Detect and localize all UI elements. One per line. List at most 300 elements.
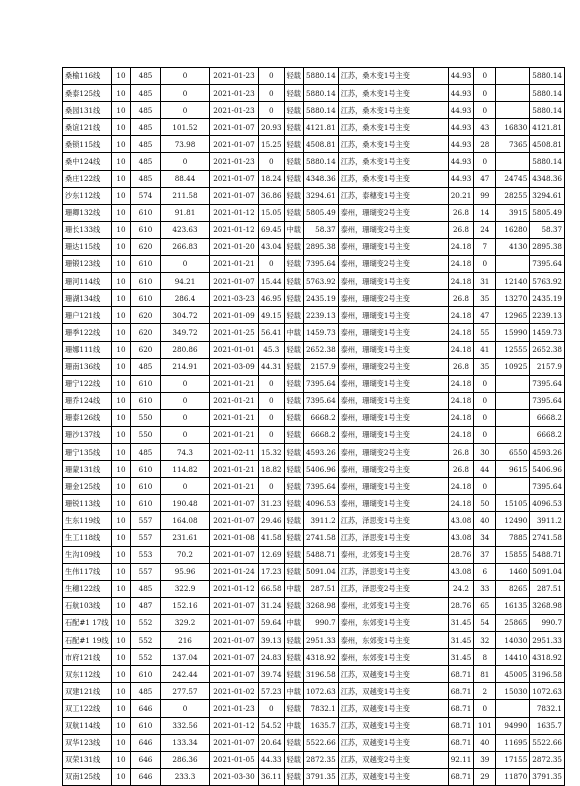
voltage-cell: 10 [112, 649, 131, 666]
available-capacity-cell: 3911.2 [530, 512, 565, 529]
table-row [63, 307, 565, 324]
available-capacity-cell: 3294.61 [530, 187, 565, 204]
load-rate-cell: 44.31 [259, 358, 285, 375]
line-name-cell: 双荣131线 [63, 751, 112, 768]
substation-transformer-cell: 江苏，双越变1号主变 [338, 734, 448, 751]
user-count-cell: 0 [474, 256, 496, 273]
capacity-cell: 620 [131, 341, 161, 358]
transformer-rate-cell: 43.08 [448, 512, 474, 529]
line-name-cell: 珊卿132线 [63, 204, 112, 221]
transformer-rate-cell: 24.18 [448, 273, 474, 290]
load-rate-cell: 0 [259, 256, 285, 273]
substation-transformer-cell: 泰州，东郊变1号主变 [338, 615, 448, 632]
substation-transformer-cell: 江苏，桑木变1号主变 [338, 119, 448, 136]
transformer-rate-cell: 44.93 [448, 68, 474, 85]
line-name-cell: 珊户121线 [63, 307, 112, 324]
table-row [63, 512, 565, 529]
capacity-cell: 487 [131, 597, 161, 614]
line-name-cell: 珊乔124线 [63, 392, 112, 409]
capacity-cell: 620 [131, 324, 161, 341]
transformer-rate-cell: 26.8 [448, 290, 474, 307]
transformer-rate-cell: 68.71 [448, 666, 474, 683]
substation-transformer-cell: 江苏，双越变1号主变 [338, 717, 448, 734]
date-cell: 2021-01-21 [210, 256, 259, 273]
date-cell: 2021-01-21 [210, 461, 259, 478]
user-capacity-cell: 16280 [496, 221, 530, 238]
capacity-cell: 485 [131, 580, 161, 597]
max-current-cell: 88.44 [161, 170, 210, 187]
available-capacity-cell: 5763.92 [530, 273, 565, 290]
user-capacity-cell: 15030 [496, 683, 530, 700]
date-cell: 2021-01-02 [210, 683, 259, 700]
user-capacity-cell [496, 478, 530, 495]
remaining-capacity-cell: 5522.66 [303, 734, 338, 751]
load-status-cell: 轻载 [284, 649, 303, 666]
load-status-cell: 轻载 [284, 734, 303, 751]
date-cell: 2021-01-07 [210, 136, 259, 153]
user-count-cell: 81 [474, 666, 496, 683]
transformer-rate-cell: 24.18 [448, 495, 474, 512]
line-name-cell: 珊泰126线 [63, 409, 112, 426]
load-status-cell: 中载 [284, 717, 303, 734]
user-capacity-cell: 12555 [496, 341, 530, 358]
user-capacity-cell [496, 85, 530, 102]
load-status-cell: 轻载 [284, 307, 303, 324]
date-cell: 2021-01-08 [210, 529, 259, 546]
max-current-cell: 95.96 [161, 563, 210, 580]
user-capacity-cell: 28255 [496, 187, 530, 204]
date-cell: 2021-01-05 [210, 751, 259, 768]
max-current-cell: 0 [161, 392, 210, 409]
user-count-cell: 55 [474, 324, 496, 341]
substation-transformer-cell: 江苏，双越变1号主变 [338, 768, 448, 785]
capacity-cell: 610 [131, 392, 161, 409]
max-current-cell: 0 [161, 375, 210, 392]
substation-transformer-cell: 江苏，双越变1号主变 [338, 700, 448, 717]
max-current-cell: 0 [161, 700, 210, 717]
user-capacity-cell [496, 392, 530, 409]
voltage-cell: 10 [112, 392, 131, 409]
load-rate-cell: 66.58 [259, 580, 285, 597]
max-current-cell: 0 [161, 478, 210, 495]
capacity-cell: 485 [131, 444, 161, 461]
load-status-cell: 轻载 [284, 273, 303, 290]
remaining-capacity-cell: 4121.81 [303, 119, 338, 136]
capacity-cell: 553 [131, 546, 161, 563]
load-rate-cell: 36.11 [259, 768, 285, 785]
table-row [63, 358, 565, 375]
line-name-cell: 桑谊121线 [63, 119, 112, 136]
line-name-cell: 双华123线 [63, 734, 112, 751]
user-count-cell: 0 [474, 102, 496, 119]
transformer-rate-cell: 44.93 [448, 170, 474, 187]
user-capacity-cell: 10925 [496, 358, 530, 375]
load-rate-cell: 0 [259, 700, 285, 717]
available-capacity-cell: 2435.19 [530, 290, 565, 307]
load-rate-cell: 0 [259, 478, 285, 495]
line-name-cell: 珊锐113线 [63, 495, 112, 512]
available-capacity-cell: 5880.14 [530, 85, 565, 102]
load-rate-cell: 15.05 [259, 204, 285, 221]
available-capacity-cell: 4121.81 [530, 119, 565, 136]
remaining-capacity-cell: 287.51 [303, 580, 338, 597]
load-status-cell: 轻载 [284, 358, 303, 375]
user-count-cell: 24 [474, 221, 496, 238]
table-row [63, 717, 565, 734]
substation-transformer-cell: 江苏，双越变1号主变 [338, 683, 448, 700]
voltage-cell: 10 [112, 700, 131, 717]
max-current-cell: 0 [161, 409, 210, 426]
load-rate-cell: 36.86 [259, 187, 285, 204]
line-name-cell: 市府121线 [63, 649, 112, 666]
date-cell: 2021-01-21 [210, 426, 259, 443]
user-capacity-cell: 9615 [496, 461, 530, 478]
user-count-cell: 41 [474, 341, 496, 358]
transformer-rate-cell: 44.93 [448, 85, 474, 102]
line-name-cell: 桑庄122线 [63, 170, 112, 187]
user-count-cell: 44 [474, 461, 496, 478]
load-status-cell: 轻载 [284, 478, 303, 495]
remaining-capacity-cell: 2741.58 [303, 529, 338, 546]
user-capacity-cell [496, 102, 530, 119]
load-status-cell: 轻载 [284, 204, 303, 221]
transformer-rate-cell: 24.2 [448, 580, 474, 597]
line-name-cell: 珊河114线 [63, 273, 112, 290]
line-name-cell: 石航103线 [63, 597, 112, 614]
date-cell: 2021-01-07 [210, 649, 259, 666]
max-current-cell: 233.3 [161, 768, 210, 785]
date-cell: 2021-01-12 [210, 580, 259, 597]
available-capacity-cell: 5880.14 [530, 68, 565, 85]
user-capacity-cell: 94990 [496, 717, 530, 734]
line-name-cell: 珊宁122线 [63, 375, 112, 392]
available-capacity-cell: 2157.9 [530, 358, 565, 375]
user-count-cell: 99 [474, 187, 496, 204]
remaining-capacity-cell: 990.7 [303, 615, 338, 632]
remaining-capacity-cell: 3268.98 [303, 597, 338, 614]
available-capacity-cell: 1635.7 [530, 717, 565, 734]
user-capacity-cell: 7885 [496, 529, 530, 546]
available-capacity-cell: 3268.98 [530, 597, 565, 614]
remaining-capacity-cell: 4348.36 [303, 170, 338, 187]
remaining-capacity-cell: 5880.14 [303, 68, 338, 85]
load-status-cell: 中载 [284, 324, 303, 341]
remaining-capacity-cell: 4508.81 [303, 136, 338, 153]
line-name-cell: 珊达115线 [63, 238, 112, 255]
table-row [63, 409, 565, 426]
user-count-cell: 40 [474, 734, 496, 751]
capacity-cell: 552 [131, 649, 161, 666]
user-count-cell: 31 [474, 273, 496, 290]
remaining-capacity-cell: 5488.71 [303, 546, 338, 563]
substation-transformer-cell: 泰州，东郊变1号主变 [338, 632, 448, 649]
user-count-cell: 32 [474, 632, 496, 649]
table-row [63, 666, 565, 683]
load-status-cell: 轻载 [284, 68, 303, 85]
user-count-cell: 8 [474, 649, 496, 666]
user-count-cell: 65 [474, 597, 496, 614]
available-capacity-cell: 2951.33 [530, 632, 565, 649]
user-count-cell: 0 [474, 409, 496, 426]
load-status-cell: 轻载 [284, 700, 303, 717]
table-row [63, 563, 565, 580]
transformer-rate-cell: 68.71 [448, 734, 474, 751]
substation-transformer-cell: 泰州，北郊变1号主变 [338, 546, 448, 563]
available-capacity-cell: 2872.35 [530, 751, 565, 768]
user-capacity-cell [496, 700, 530, 717]
load-rate-cell: 20.64 [259, 734, 285, 751]
max-current-cell: 423.63 [161, 221, 210, 238]
load-rate-cell: 12.69 [259, 546, 285, 563]
user-count-cell: 0 [474, 478, 496, 495]
user-count-cell: 47 [474, 170, 496, 187]
capacity-cell: 610 [131, 666, 161, 683]
load-rate-cell: 57.23 [259, 683, 285, 700]
substation-transformer-cell: 泰州，珊瑚变1号主变 [338, 409, 448, 426]
user-count-cell: 14 [474, 204, 496, 221]
table-row [63, 580, 565, 597]
max-current-cell: 329.2 [161, 615, 210, 632]
available-capacity-cell: 5488.71 [530, 546, 565, 563]
load-rate-cell: 31.24 [259, 597, 285, 614]
max-current-cell: 286.36 [161, 751, 210, 768]
date-cell: 2021-01-01 [210, 341, 259, 358]
load-status-cell: 轻载 [284, 238, 303, 255]
max-current-cell: 70.2 [161, 546, 210, 563]
date-cell: 2021-01-09 [210, 307, 259, 324]
date-cell: 2021-01-20 [210, 238, 259, 255]
substation-transformer-cell: 江苏，泽思变1号主变 [338, 512, 448, 529]
line-name-cell: 生穗122线 [63, 580, 112, 597]
user-count-cell: 28 [474, 136, 496, 153]
load-status-cell: 中载 [284, 615, 303, 632]
transformer-rate-cell: 24.18 [448, 392, 474, 409]
max-current-cell: 114.82 [161, 461, 210, 478]
capacity-cell: 552 [131, 615, 161, 632]
user-count-cell: 39 [474, 751, 496, 768]
table-row [63, 495, 565, 512]
transformer-rate-cell: 43.08 [448, 529, 474, 546]
load-rate-cell: 0 [259, 153, 285, 170]
remaining-capacity-cell: 4096.53 [303, 495, 338, 512]
transformer-rate-cell: 44.93 [448, 102, 474, 119]
user-capacity-cell: 11870 [496, 768, 530, 785]
table-row [63, 529, 565, 546]
table-row [63, 119, 565, 136]
user-capacity-cell [496, 256, 530, 273]
voltage-cell: 10 [112, 153, 131, 170]
voltage-cell: 10 [112, 375, 131, 392]
max-current-cell: 0 [161, 85, 210, 102]
remaining-capacity-cell: 5805.49 [303, 204, 338, 221]
substation-transformer-cell: 泰州，珊瑚变1号主变 [338, 375, 448, 392]
voltage-cell: 10 [112, 85, 131, 102]
capacity-cell: 646 [131, 734, 161, 751]
load-rate-cell: 39.13 [259, 632, 285, 649]
transformer-rate-cell: 68.71 [448, 717, 474, 734]
user-capacity-cell: 17155 [496, 751, 530, 768]
voltage-cell: 10 [112, 290, 131, 307]
available-capacity-cell: 5880.14 [530, 153, 565, 170]
table-row [63, 256, 565, 273]
user-count-cell: 30 [474, 444, 496, 461]
voltage-cell: 10 [112, 273, 131, 290]
remaining-capacity-cell: 2895.38 [303, 238, 338, 255]
capacity-cell: 610 [131, 375, 161, 392]
substation-transformer-cell: 泰州，珊瑚变1号主变 [338, 341, 448, 358]
user-capacity-cell: 15105 [496, 495, 530, 512]
table-row [63, 426, 565, 443]
load-rate-cell: 41.58 [259, 529, 285, 546]
transformer-rate-cell: 20.21 [448, 187, 474, 204]
capacity-cell: 485 [131, 153, 161, 170]
line-name-cell: 珊长133线 [63, 221, 112, 238]
capacity-cell: 646 [131, 751, 161, 768]
voltage-cell: 10 [112, 170, 131, 187]
date-cell: 2021-01-07 [210, 615, 259, 632]
table-row [63, 221, 565, 238]
max-current-cell: 0 [161, 153, 210, 170]
available-capacity-cell: 6668.2 [530, 409, 565, 426]
user-capacity-cell: 3915 [496, 204, 530, 221]
transformer-rate-cell: 28.76 [448, 597, 474, 614]
user-capacity-cell: 12140 [496, 273, 530, 290]
line-name-cell: 双东112线 [63, 666, 112, 683]
user-capacity-cell: 6550 [496, 444, 530, 461]
table-row [63, 751, 565, 768]
voltage-cell: 10 [112, 426, 131, 443]
user-capacity-cell: 4130 [496, 238, 530, 255]
table-row [63, 444, 565, 461]
user-capacity-cell [496, 426, 530, 443]
user-capacity-cell [496, 153, 530, 170]
load-status-cell: 轻载 [284, 341, 303, 358]
available-capacity-cell: 1459.73 [530, 324, 565, 341]
available-capacity-cell: 7395.64 [530, 256, 565, 273]
remaining-capacity-cell: 7395.64 [303, 256, 338, 273]
load-rate-cell: 49.15 [259, 307, 285, 324]
transformer-rate-cell: 43.08 [448, 563, 474, 580]
table-row [63, 290, 565, 307]
capacity-cell: 485 [131, 170, 161, 187]
date-cell: 2021-01-25 [210, 324, 259, 341]
load-status-cell: 中载 [284, 580, 303, 597]
date-cell: 2021-01-23 [210, 68, 259, 85]
transformer-rate-cell: 24.18 [448, 307, 474, 324]
remaining-capacity-cell: 7832.1 [303, 700, 338, 717]
table-row [63, 204, 565, 221]
voltage-cell: 10 [112, 444, 131, 461]
substation-transformer-cell: 泰州，北郊变1号主变 [338, 597, 448, 614]
voltage-cell: 10 [112, 717, 131, 734]
user-capacity-cell: 12965 [496, 307, 530, 324]
remaining-capacity-cell: 6668.2 [303, 426, 338, 443]
user-capacity-cell: 1460 [496, 563, 530, 580]
table-row [63, 768, 565, 785]
voltage-cell: 10 [112, 187, 131, 204]
remaining-capacity-cell: 3196.58 [303, 666, 338, 683]
date-cell: 2021-01-07 [210, 546, 259, 563]
max-current-cell: 349.72 [161, 324, 210, 341]
table-row [63, 392, 565, 409]
substation-transformer-cell: 江苏，泽思变1号主变 [338, 563, 448, 580]
voltage-cell: 10 [112, 580, 131, 597]
load-rate-cell: 31.23 [259, 495, 285, 512]
capacity-cell: 485 [131, 68, 161, 85]
load-rate-cell: 69.45 [259, 221, 285, 238]
line-name-cell: 珊锻123线 [63, 256, 112, 273]
load-rate-cell: 0 [259, 375, 285, 392]
remaining-capacity-cell: 3791.35 [303, 768, 338, 785]
user-capacity-cell: 14410 [496, 649, 530, 666]
substation-transformer-cell: 泰州，珊瑚变2号主变 [338, 290, 448, 307]
date-cell: 2021-01-07 [210, 273, 259, 290]
voltage-cell: 10 [112, 409, 131, 426]
user-count-cell: 2 [474, 683, 496, 700]
max-current-cell: 152.16 [161, 597, 210, 614]
load-status-cell: 轻载 [284, 512, 303, 529]
load-status-cell: 轻载 [284, 461, 303, 478]
load-status-cell: 轻载 [284, 102, 303, 119]
date-cell: 2021-01-07 [210, 119, 259, 136]
line-name-cell: 石配#1 17线 [63, 615, 112, 632]
load-rate-cell: 18.82 [259, 461, 285, 478]
capacity-cell: 610 [131, 221, 161, 238]
date-cell: 2021-01-12 [210, 221, 259, 238]
line-name-cell: 珊宁135线 [63, 444, 112, 461]
available-capacity-cell: 4508.81 [530, 136, 565, 153]
user-count-cell: 0 [474, 153, 496, 170]
voltage-cell: 10 [112, 461, 131, 478]
capacity-cell: 552 [131, 632, 161, 649]
load-rate-cell: 0 [259, 68, 285, 85]
transformer-rate-cell: 24.18 [448, 324, 474, 341]
load-status-cell: 轻载 [284, 751, 303, 768]
voltage-cell: 10 [112, 68, 131, 85]
load-status-cell: 轻载 [284, 632, 303, 649]
substation-transformer-cell: 江苏，双越变2号主变 [338, 751, 448, 768]
remaining-capacity-cell: 5091.04 [303, 563, 338, 580]
voltage-cell: 10 [112, 683, 131, 700]
load-rate-cell: 17.23 [259, 563, 285, 580]
user-capacity-cell: 16830 [496, 119, 530, 136]
date-cell: 2021-01-07 [210, 512, 259, 529]
remaining-capacity-cell: 5880.14 [303, 153, 338, 170]
available-capacity-cell: 990.7 [530, 615, 565, 632]
transformer-rate-cell: 24.18 [448, 478, 474, 495]
voltage-cell: 10 [112, 307, 131, 324]
transformer-rate-cell: 44.93 [448, 153, 474, 170]
available-capacity-cell: 5880.14 [530, 102, 565, 119]
max-current-cell: 231.61 [161, 529, 210, 546]
voltage-cell: 10 [112, 597, 131, 614]
line-name-cell: 双工122线 [63, 700, 112, 717]
capacity-cell: 557 [131, 563, 161, 580]
max-current-cell: 101.52 [161, 119, 210, 136]
load-status-cell: 轻载 [284, 290, 303, 307]
table-row [63, 478, 565, 495]
available-capacity-cell: 7395.64 [530, 392, 565, 409]
available-capacity-cell: 2239.13 [530, 307, 565, 324]
user-capacity-cell: 15990 [496, 324, 530, 341]
date-cell: 2021-01-23 [210, 700, 259, 717]
voltage-cell: 10 [112, 136, 131, 153]
remaining-capacity-cell: 2157.9 [303, 358, 338, 375]
substation-transformer-cell: 江苏，双越变1号主变 [338, 666, 448, 683]
user-count-cell: 0 [474, 392, 496, 409]
max-current-cell: 266.83 [161, 238, 210, 255]
capacity-cell: 646 [131, 768, 161, 785]
